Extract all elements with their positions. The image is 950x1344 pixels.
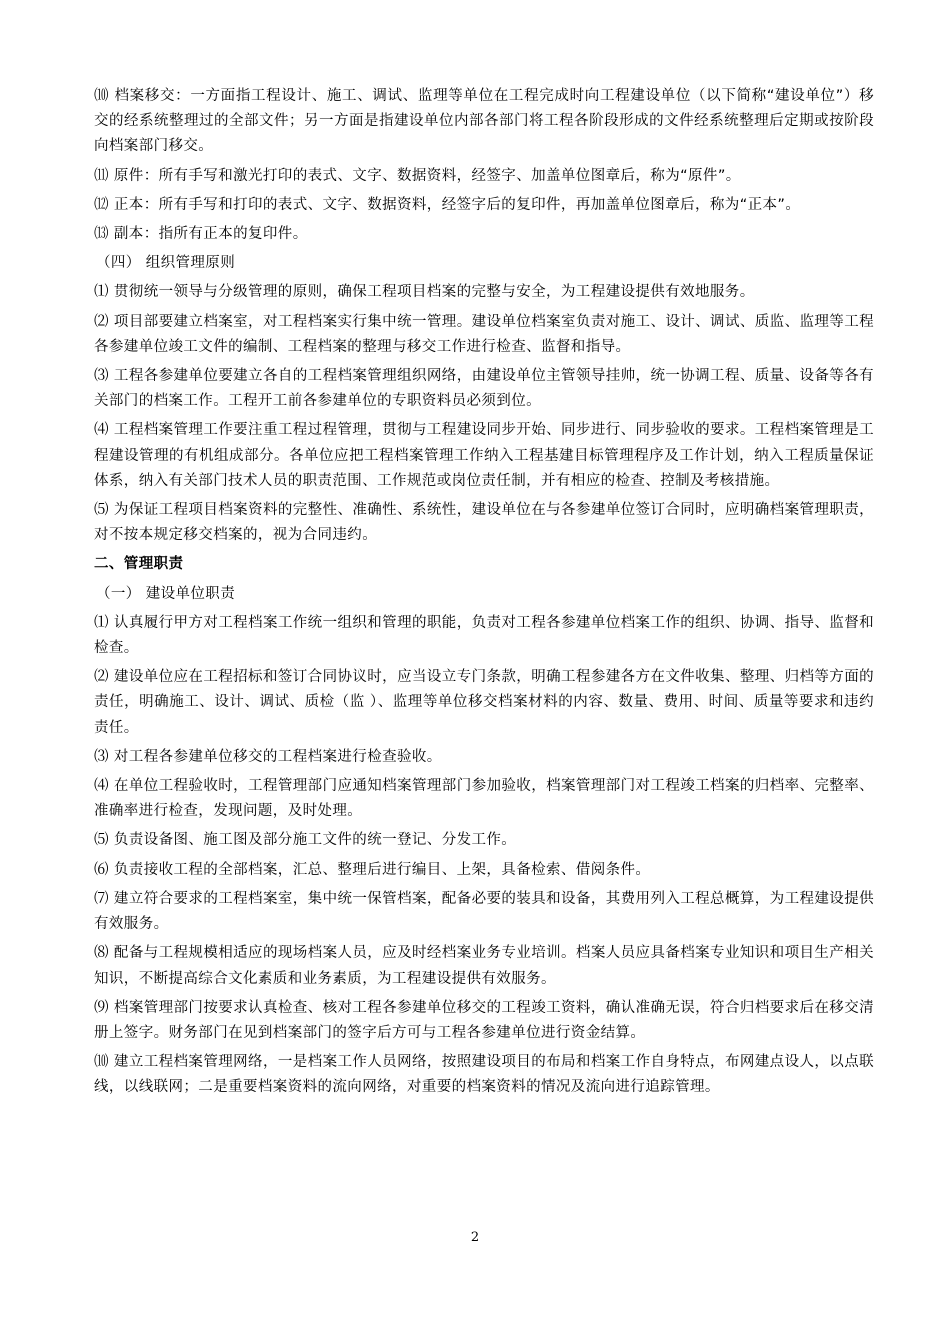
page-number: 2 (470, 1230, 480, 1245)
paragraph-principle-1: ⑴ 贯彻统一领导与分级管理的原则，确保工程项目档案的完整与安全，为工程建设提供有效地服务。 (94, 284, 755, 301)
paragraph-duty-3: ⑶ 对工程各参建单位移交的工程档案进行检查验收。 (94, 748, 442, 765)
paragraph-duplicate: ⒀ 副本：指所有正本的复印件。 (94, 226, 308, 243)
paragraph-duty-8: ⑻ 配备与工程规模相适应的现场档案人员，应及时经档案业务专业培训。档案人员应具备档案专业知识和项目生产相关知识，不断提高综合文化素质和业务素质，为工程建设提供有效服务。 (94, 945, 874, 987)
chapter-heading-management-duties: 二、管理职责 (94, 556, 184, 573)
paragraph-archive-transfer: ⑽ 档案移交：一方面指工程设计、施工、调试、监理等单位在工程完成时向工程建设单位（以下简称“建设单位”）移交的经系统整理过的全部文件；另一方面是指建设单位内部各部门将工程各阶段形成的文件经系统整理后定期或按阶段向档案部门移交。 (94, 88, 874, 155)
paragraph-duty-1: ⑴ 认真履行甲方对工程档案工作统一组织和管理的职能，负责对工程各参建单位档案工作的组织、协调、指导、监督和检查。 (94, 614, 874, 657)
paragraph-principle-4: ⑷ 工程档案管理工作要注重工程过程管理，贯彻与工程建设同步开始、同步进行、同步验收的要求。工程档案管理是工程建设管理的有机组成部分。各单位应把工程档案管理工作纳入工程基建目标管理程序及工作计划，纳入工程质量保证体系，纳入有关部门技术人员的职责范围、工作规范或岗位责任制，并有相应的检查、控制及考核措施。 (94, 422, 874, 489)
paragraph-principle-2: ⑵ 项目部要建立档案室，对工程档案实行集中统一管理。建设单位档案室负责对施工、设计、调试、质监、监理等工程各参建单位竣工文件的编制、工程档案的整理与移交工作进行检查、监督和指导。 (94, 313, 874, 355)
paragraph-duty-4: ⑷ 在单位工程验收时，工程管理部门应通知档案管理部门参加验收，档案管理部门对工程竣工档案的归档率、完整率、准确率进行检查，发现问题，及时处理。 (94, 778, 874, 820)
paragraph-duty-7: ⑺ 建立符合要求的工程档案室，集中统一保管档案，配备必要的装具和设备，其费用列入工程总概算，为工程建设提供有效服务。 (94, 890, 874, 933)
paragraph-duty-10: ⑽ 建立工程档案管理网络，一是档案工作人员网络，按照建设项目的布局和档案工作自身特点，布网建点设人，以点联线，以线联网；二是重要档案资料的流向网络，对重要的档案资料的情况及流向进行追踪管理。 (94, 1054, 874, 1096)
paragraph-principle-3: ⑶ 工程各参建单位要建立各自的工程档案管理组织网络，由建设单位主管领导挂帅，统一协调工程、质量、设备等各有关部门的档案工作。工程开工前各参建单位的专职资料员必须到位。 (94, 368, 874, 410)
section-heading-organization-principles: （四） 组织管理原则 (96, 255, 236, 272)
paragraph-principle-5: ⑸ 为保证工程项目档案资料的完整性、准确性、系统性，建设单位在与各参建单位签订合同时，应明确档案管理职责，对不按本规定移交档案的，视为合同违约。 (94, 502, 874, 544)
paragraph-duty-9: ⑼ 档案管理部门按要求认真检查、核对工程各参建单位移交的工程竣工资料，确认准确无误，符合归档要求后在移交清册上签字。财务部门在见到档案部门的签字后方可与工程各参建单位进行资金结算。 (94, 999, 874, 1041)
paragraph-official-copy: ⑿ 正本：所有手写和打印的表式、文字、数据资料，经签字后的复印件，再加盖单位图章后，称为“正本”。 (94, 196, 801, 213)
paragraph-duty-2: ⑵ 建设单位应在工程招标和签订合同协议时，应当设立专门条款，明确工程参建各方在文件收集、整理、归档等方面的责任，明确施工、设计、调试、质检（监 ）、监理等单位移交档案材料的内容、数量、费用、时间、质量等要求和违约责任。 (94, 669, 874, 736)
section-heading-owner-duties: （一） 建设单位职责 (96, 585, 236, 602)
paragraph-original: ⑾ 原件：所有手写和激光打印的表式、文字、数据资料，经签字、加盖单位图章后，称为“原件”。 (94, 167, 741, 184)
paragraph-duty-6: ⑹ 负责接收工程的全部档案，汇总、整理后进行编目、上架，具备检索、借阅条件。 (94, 861, 651, 878)
page-body (94, 84, 874, 1105)
paragraph-duty-5: ⑸ 负责设备图、施工图及部分施工文件的统一登记、分发工作。 (94, 832, 517, 849)
